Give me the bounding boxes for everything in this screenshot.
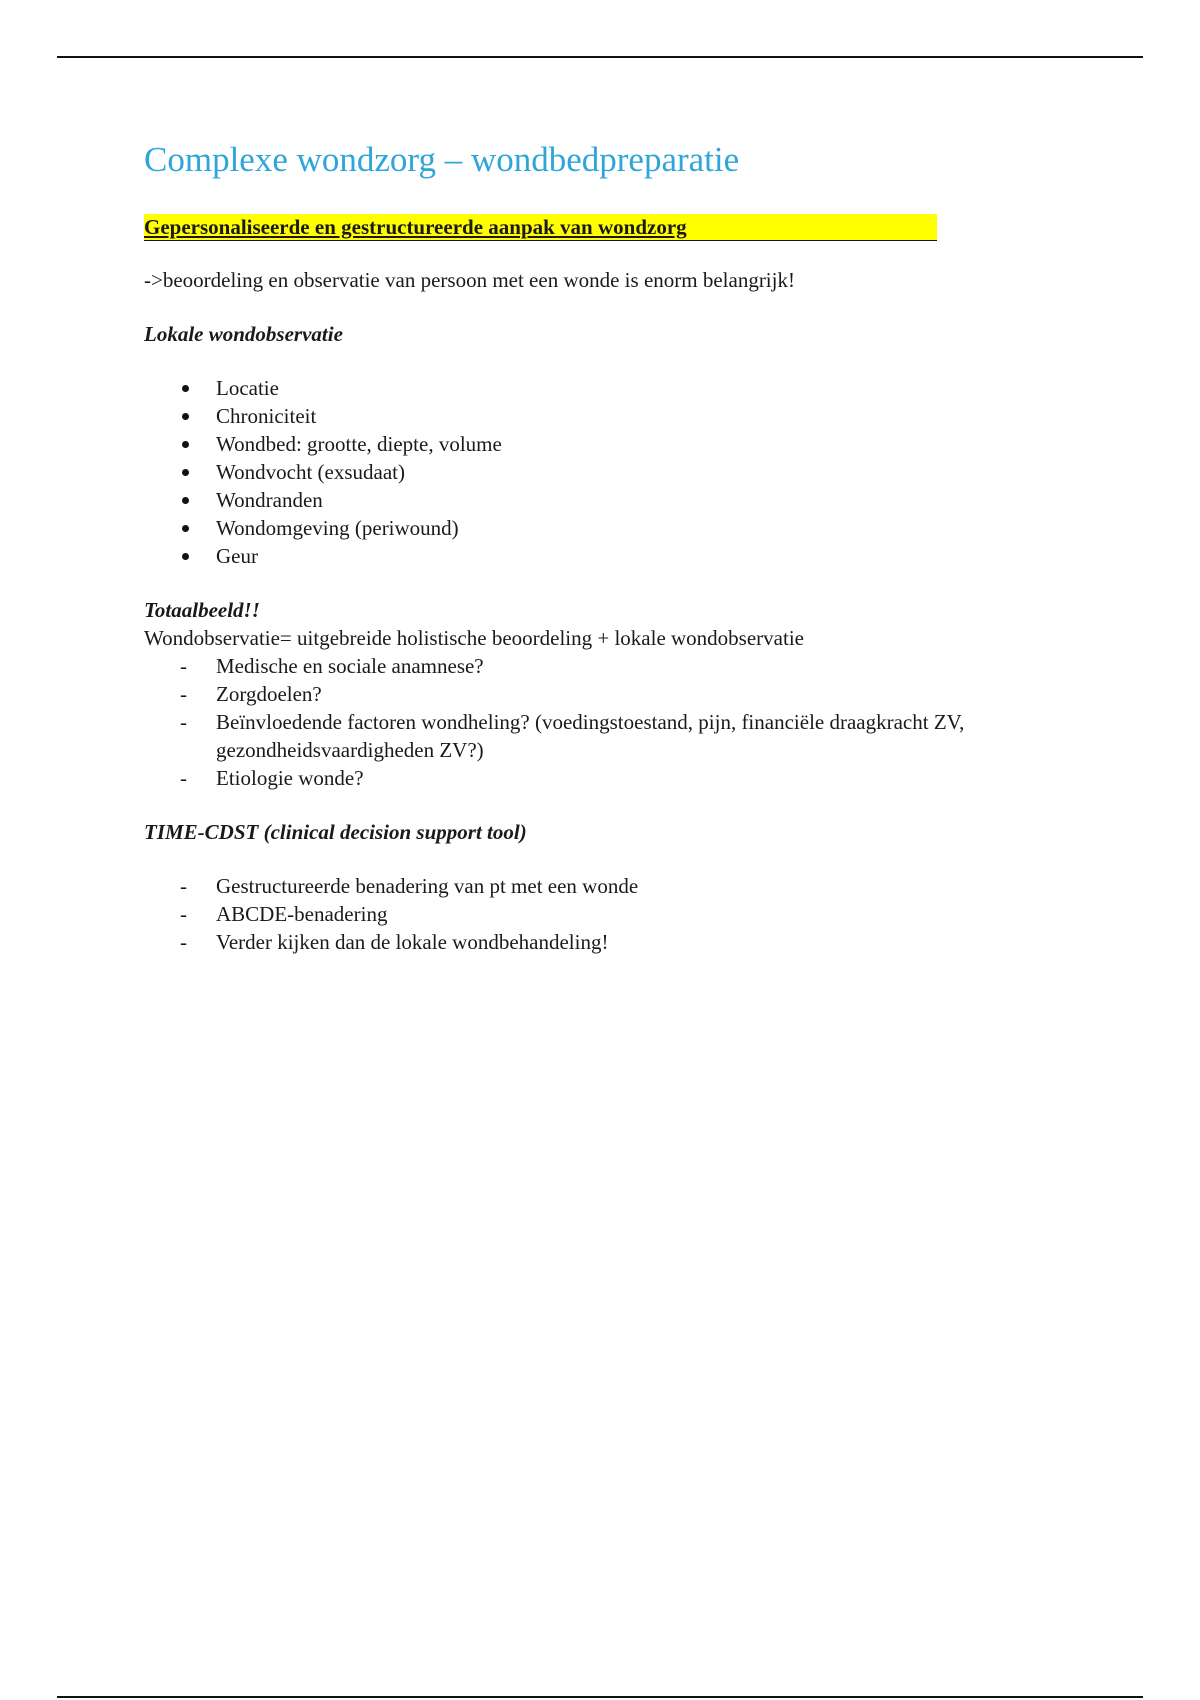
- list-item: [144, 652, 1064, 680]
- time-list: [144, 872, 1064, 956]
- list-item-text: Zorgdoelen?: [216, 682, 322, 706]
- list-item: [144, 542, 1064, 570]
- list-item: [144, 764, 1064, 792]
- list-item: [144, 900, 1064, 928]
- list-item-text: Wondranden: [216, 488, 323, 512]
- list-item-text: Medische en sociale anamnese?: [216, 654, 484, 678]
- list-item-text: Beïnvloedende factoren wondheling? (voedingstoestand, pijn, financiële draagkracht ZV, gezondheidsvaardigheden ZV?): [216, 710, 965, 762]
- list-item-text: Geur: [216, 544, 258, 568]
- footer-rule: [57, 1696, 1143, 1698]
- section-heading-row: [144, 214, 1064, 244]
- list-item-text: Chroniciteit: [216, 404, 317, 428]
- dash-marker: -: [180, 902, 187, 926]
- totaal-heading: Totaalbeeld!!: [144, 598, 260, 622]
- list-item: [144, 374, 1064, 402]
- dash-marker: -: [180, 710, 187, 734]
- list-item: [144, 430, 1064, 458]
- lokale-heading: Lokale wondobservatie: [144, 322, 343, 346]
- list-item-text: ABCDE-benadering: [216, 902, 388, 926]
- list-item: [144, 486, 1064, 514]
- time-heading: TIME-CDST (clinical decision support tool): [144, 820, 527, 844]
- dash-marker: -: [180, 654, 187, 678]
- document-title: Complexe wondzorg – wondbedpreparatie: [144, 140, 740, 179]
- document-body: [144, 140, 1064, 956]
- list-item-text: Locatie: [216, 376, 279, 400]
- list-item-text: Verder kijken dan de lokale wondbehandeling!: [216, 930, 609, 954]
- totaal-list: [144, 652, 1064, 792]
- list-item: [144, 402, 1064, 430]
- list-item-text: Wondomgeving (periwound): [216, 516, 459, 540]
- header-rule: [57, 56, 1143, 58]
- list-item: [144, 458, 1064, 486]
- list-item-text: Wondvocht (exsudaat): [216, 460, 405, 484]
- list-item: [144, 872, 1064, 900]
- dash-marker: -: [180, 874, 187, 898]
- lokale-list: [144, 374, 1064, 570]
- list-item-text: Wondbed: grootte, diepte, volume: [216, 432, 502, 456]
- section-heading: Gepersonaliseerde en gestructureerde aanpak van wondzorg: [144, 214, 937, 241]
- list-item-text: Gestructureerde benadering van pt met een wonde: [216, 874, 639, 898]
- list-item: [144, 708, 1064, 764]
- list-item: [144, 928, 1064, 956]
- dash-marker: -: [180, 930, 187, 954]
- list-item-text: Etiologie wonde?: [216, 766, 364, 790]
- dash-marker: -: [180, 766, 187, 790]
- list-item: [144, 514, 1064, 542]
- dash-marker: -: [180, 682, 187, 706]
- totaal-definition: Wondobservatie= uitgebreide holistische beoordeling + lokale wondobservatie: [144, 626, 804, 650]
- list-item: [144, 680, 1064, 708]
- intro-text: ->beoordeling en observatie van persoon met een wonde is enorm belangrijk!: [144, 268, 795, 292]
